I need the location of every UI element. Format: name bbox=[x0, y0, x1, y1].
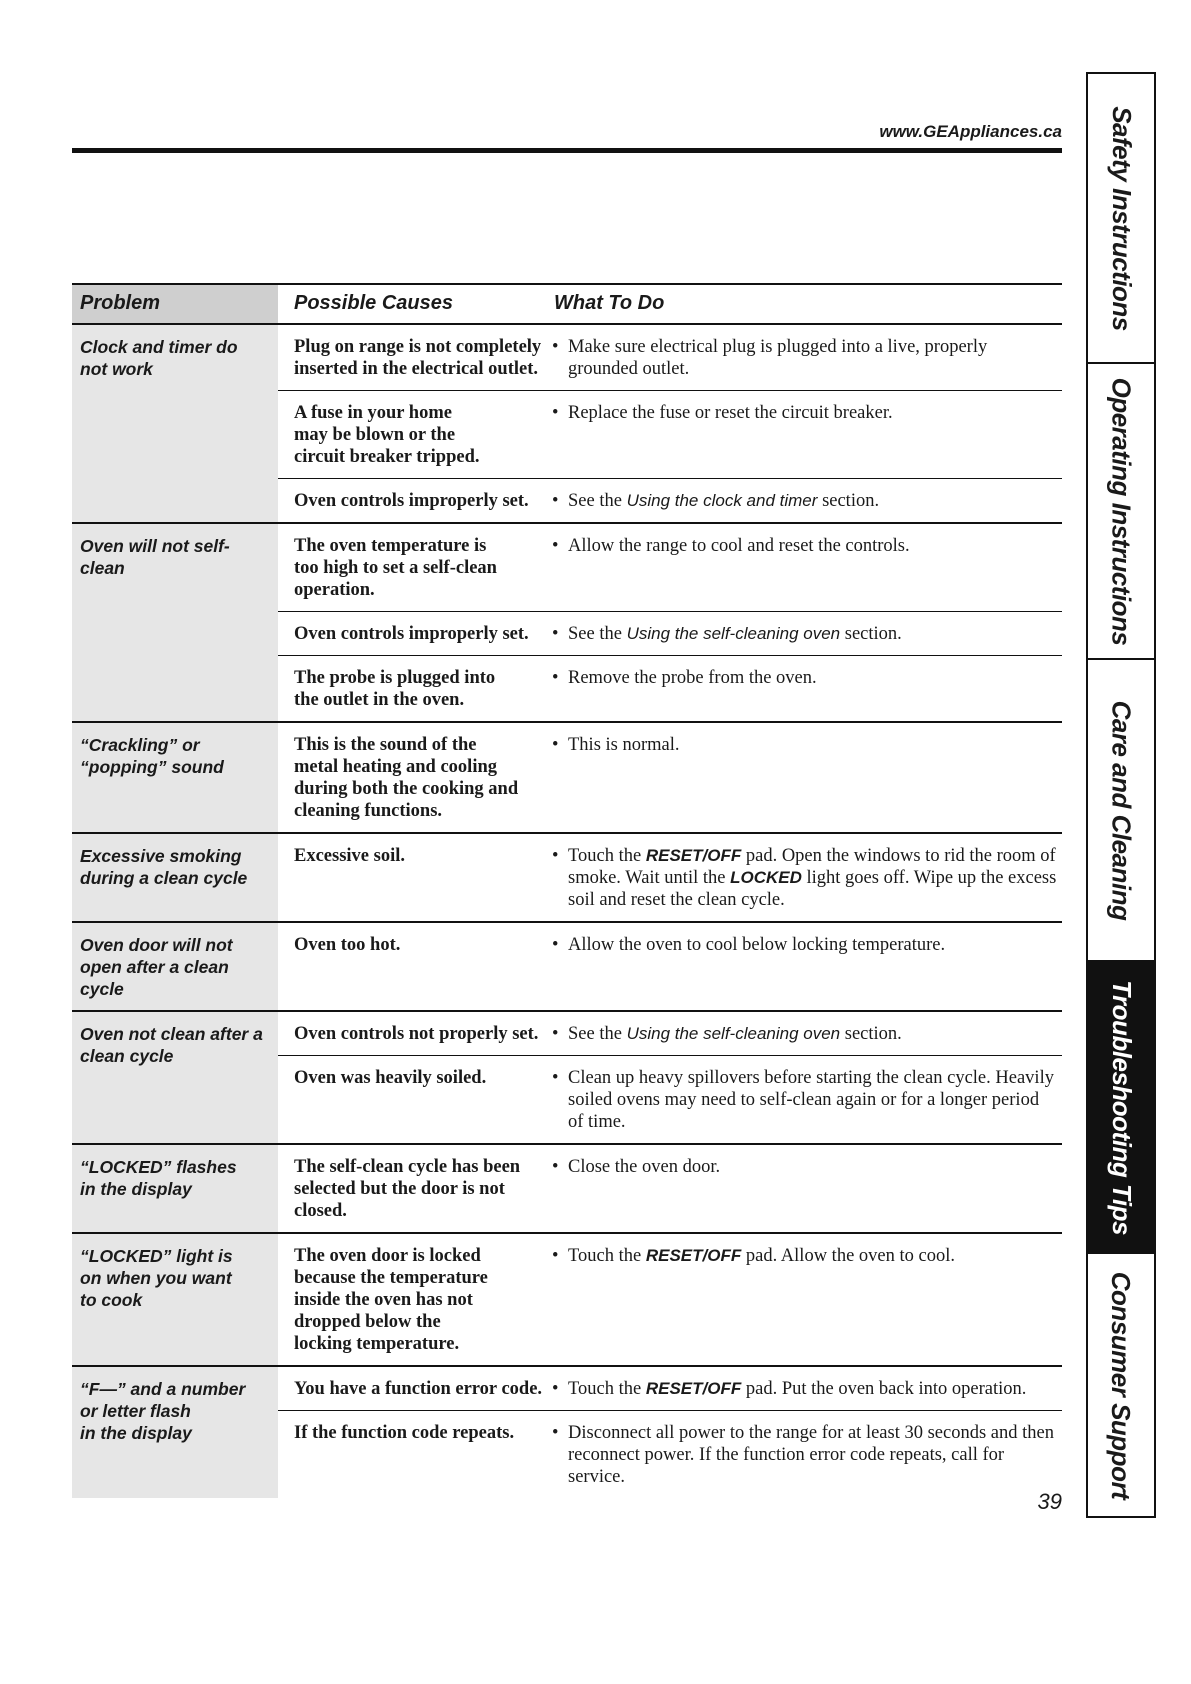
what-to-do-cell bbox=[552, 535, 1062, 601]
what-to-do-text bbox=[568, 535, 910, 601]
table-row bbox=[278, 1145, 1062, 1232]
tab-label: Troubleshooting Tips bbox=[1106, 979, 1137, 1235]
header-problem: Problem bbox=[72, 285, 278, 323]
cause-rows bbox=[278, 834, 1062, 921]
section-reference: Using the self-cleaning oven bbox=[626, 624, 841, 643]
what-to-do-cell bbox=[552, 402, 1062, 468]
problem-cell: Oven door will not open after a clean cycle bbox=[72, 923, 278, 1010]
tab-label: Care and Cleaning bbox=[1106, 700, 1137, 920]
what-to-do-cell bbox=[552, 1245, 1062, 1355]
what-to-do-cell bbox=[552, 667, 1062, 711]
what-to-do-cell bbox=[552, 734, 1062, 822]
cause-cell: Oven controls improperly set. bbox=[294, 491, 529, 511]
section-sidebar bbox=[1086, 72, 1156, 1518]
what-to-do-cell bbox=[552, 490, 1062, 512]
cause-cell: The self-clean cycle has been selected but the door is not closed. bbox=[294, 1157, 521, 1221]
what-to-do-cell bbox=[552, 1023, 1062, 1045]
troubleshooting-table bbox=[72, 283, 1062, 1498]
table-row bbox=[278, 524, 1062, 611]
text-segment: Disconnect all power to the range for at least 30 seconds and then reconnect power. If the function error code repeats, call for service. bbox=[568, 1423, 1054, 1487]
text-segment: Replace the fuse or reset the circuit breaker. bbox=[568, 403, 893, 423]
cause-rows bbox=[278, 325, 1062, 522]
header-possible-causes: Possible Causes bbox=[294, 292, 453, 314]
table-row bbox=[278, 923, 1062, 966]
what-to-do-cell bbox=[552, 1067, 1062, 1133]
problem-group bbox=[72, 1012, 1062, 1145]
header-rule bbox=[72, 148, 1062, 153]
what-to-do-text bbox=[568, 1378, 1026, 1400]
cause-cell: Plug on range is not completely inserted in the electrical outlet. bbox=[294, 337, 542, 379]
text-segment: pad. Put the oven back into operation. bbox=[741, 1379, 1027, 1399]
text-segment: light goes off. Wipe up the excess soil and reset the clean cycle. bbox=[568, 868, 1057, 910]
bullet-icon: • bbox=[552, 1246, 559, 1266]
tab-care-and-cleaning[interactable] bbox=[1088, 660, 1154, 962]
bullet-icon: • bbox=[552, 1024, 559, 1044]
problem-cell: “LOCKED” flashes in the display bbox=[72, 1145, 278, 1232]
problem-cell: Oven not clean after a clean cycle bbox=[72, 1012, 278, 1143]
tab-consumer-support[interactable] bbox=[1088, 1254, 1154, 1516]
what-to-do-text bbox=[568, 845, 1058, 911]
table-body bbox=[72, 325, 1062, 1498]
cause-cell: The oven temperature is too high to set a self-clean operation. bbox=[294, 536, 497, 600]
table-header bbox=[72, 283, 1062, 325]
what-to-do-cell bbox=[552, 336, 1062, 380]
table-row bbox=[278, 325, 1062, 390]
table-row bbox=[278, 1055, 1062, 1143]
problem-group bbox=[72, 1145, 1062, 1234]
cause-rows bbox=[278, 1145, 1062, 1232]
bullet-icon: • bbox=[552, 624, 559, 644]
text-segment: Touch the bbox=[568, 1246, 646, 1266]
header-what-to-do: What To Do bbox=[554, 292, 665, 314]
what-to-do-cell bbox=[552, 623, 1062, 645]
bullet-icon: • bbox=[552, 1379, 559, 1399]
table-row bbox=[278, 723, 1062, 832]
cause-cell: A fuse in your home may be blown or the circuit breaker tripped. bbox=[294, 403, 480, 467]
tab-label: Consumer Support bbox=[1106, 1271, 1137, 1499]
text-segment: section. bbox=[840, 1024, 902, 1044]
text-segment: Make sure electrical plug is plugged into a live, properly grounded outlet. bbox=[568, 337, 988, 379]
what-to-do-text bbox=[568, 1156, 720, 1222]
what-to-do-text bbox=[568, 1067, 1058, 1133]
cause-cell: The probe is plugged into the outlet in the oven. bbox=[294, 668, 496, 710]
bullet-icon: • bbox=[552, 536, 559, 556]
what-to-do-text bbox=[568, 623, 902, 645]
what-to-do-text bbox=[568, 1245, 955, 1355]
table-row bbox=[278, 834, 1062, 921]
problem-group bbox=[72, 834, 1062, 923]
text-segment: This is normal. bbox=[568, 735, 680, 755]
table-row bbox=[278, 1012, 1062, 1055]
problem-cell: “Crackling” or “popping” sound bbox=[72, 723, 278, 832]
cause-rows bbox=[278, 524, 1062, 721]
cause-rows bbox=[278, 923, 1062, 1010]
key-label: RESET/OFF bbox=[645, 1379, 742, 1398]
what-to-do-text bbox=[568, 734, 680, 822]
cause-cell: The oven door is locked because the temperature inside the oven has not dropped below the locking temperature. bbox=[294, 1246, 488, 1354]
table-row bbox=[278, 1367, 1062, 1410]
text-segment: section. bbox=[817, 491, 880, 511]
key-label: LOCKED bbox=[730, 868, 802, 887]
cause-cell: If the function code repeats. bbox=[294, 1423, 515, 1443]
table-row bbox=[278, 655, 1062, 721]
text-segment: Remove the probe from the oven. bbox=[568, 668, 817, 688]
what-to-do-text bbox=[568, 667, 817, 711]
bullet-icon: • bbox=[552, 491, 559, 511]
text-segment: Touch the bbox=[568, 1379, 646, 1399]
tab-troubleshooting-tips[interactable] bbox=[1088, 962, 1154, 1254]
text-segment: Allow the oven to cool below locking temperature. bbox=[568, 935, 946, 955]
text-segment: Touch the bbox=[568, 846, 646, 866]
what-to-do-cell bbox=[552, 1422, 1062, 1488]
what-to-do-cell bbox=[552, 845, 1062, 911]
problem-group bbox=[72, 325, 1062, 524]
website-url: www.GEAppliances.ca bbox=[879, 122, 1062, 141]
text-segment: See the bbox=[568, 1024, 627, 1044]
bullet-icon: • bbox=[552, 337, 559, 357]
problem-cell: Oven will not self-clean bbox=[72, 524, 278, 721]
cause-rows bbox=[278, 1234, 1062, 1365]
what-to-do-text bbox=[568, 402, 893, 468]
problem-cell: “F—” and a number or letter flash in the display bbox=[72, 1367, 278, 1498]
text-segment: pad. Open the windows to rid the room of smoke. Wait until the bbox=[568, 846, 1056, 888]
cause-cell: Oven controls not properly set. bbox=[294, 1024, 539, 1044]
what-to-do-text bbox=[568, 1422, 1058, 1488]
key-label: RESET/OFF bbox=[645, 1246, 742, 1265]
problem-group bbox=[72, 723, 1062, 834]
what-to-do-text bbox=[568, 490, 879, 512]
text-segment: pad. Allow the oven to cool. bbox=[741, 1246, 955, 1266]
text-segment: See the bbox=[568, 491, 627, 511]
text-segment: Allow the range to cool and reset the controls. bbox=[568, 536, 910, 556]
text-segment: See the bbox=[568, 624, 627, 644]
bullet-icon: • bbox=[552, 1068, 559, 1088]
problem-cell: Clock and timer do not work bbox=[72, 325, 278, 522]
bullet-icon: • bbox=[552, 846, 559, 866]
tab-label: Operating Instructions bbox=[1106, 377, 1137, 645]
problem-cell: “LOCKED” light is on when you want to cook bbox=[72, 1234, 278, 1365]
bullet-icon: • bbox=[552, 1423, 559, 1443]
cause-cell: You have a function error code. bbox=[294, 1379, 543, 1399]
cause-cell: This is the sound of the metal heating and cooling during both the cooking and cleaning functions. bbox=[294, 735, 519, 821]
tab-label: Safety Instructions bbox=[1106, 105, 1137, 331]
cause-rows bbox=[278, 723, 1062, 832]
tab-safety-instructions[interactable] bbox=[1088, 74, 1154, 364]
table-row bbox=[278, 611, 1062, 655]
table-row bbox=[278, 478, 1062, 522]
cause-cell: Oven too hot. bbox=[294, 935, 401, 955]
text-segment: Close the oven door. bbox=[568, 1157, 721, 1177]
bullet-icon: • bbox=[552, 735, 559, 755]
bullet-icon: • bbox=[552, 403, 559, 423]
bullet-icon: • bbox=[552, 668, 559, 688]
table-row bbox=[278, 390, 1062, 478]
text-segment: section. bbox=[840, 624, 902, 644]
tab-operating-instructions[interactable] bbox=[1088, 364, 1154, 660]
cause-cell: Excessive soil. bbox=[294, 846, 405, 866]
problem-cell: Excessive smoking during a clean cycle bbox=[72, 834, 278, 921]
cause-cell: Oven was heavily soiled. bbox=[294, 1068, 487, 1088]
section-reference: Using the self-cleaning oven bbox=[626, 1024, 841, 1043]
cause-rows bbox=[278, 1367, 1062, 1498]
what-to-do-text bbox=[568, 336, 1058, 380]
what-to-do-cell bbox=[552, 1156, 1062, 1222]
section-reference: Using the clock and timer bbox=[626, 491, 818, 510]
key-label: RESET/OFF bbox=[645, 846, 742, 865]
what-to-do-cell bbox=[552, 1378, 1062, 1400]
cause-cell: Oven controls improperly set. bbox=[294, 624, 529, 644]
bullet-icon: • bbox=[552, 935, 559, 955]
page-number: 39 bbox=[1037, 1489, 1062, 1514]
table-row bbox=[278, 1410, 1062, 1498]
table-row bbox=[278, 1234, 1062, 1365]
text-segment: Clean up heavy spillovers before starting the clean cycle. Heavily soiled ovens may need to self-clean again or for a longer period of time. bbox=[568, 1068, 1054, 1132]
cause-rows bbox=[278, 1012, 1062, 1143]
problem-group bbox=[72, 524, 1062, 723]
problem-group bbox=[72, 1367, 1062, 1498]
what-to-do-text bbox=[568, 934, 945, 956]
what-to-do-text bbox=[568, 1023, 902, 1045]
bullet-icon: • bbox=[552, 1157, 559, 1177]
problem-group bbox=[72, 923, 1062, 1012]
problem-group bbox=[72, 1234, 1062, 1367]
what-to-do-cell bbox=[552, 934, 1062, 956]
